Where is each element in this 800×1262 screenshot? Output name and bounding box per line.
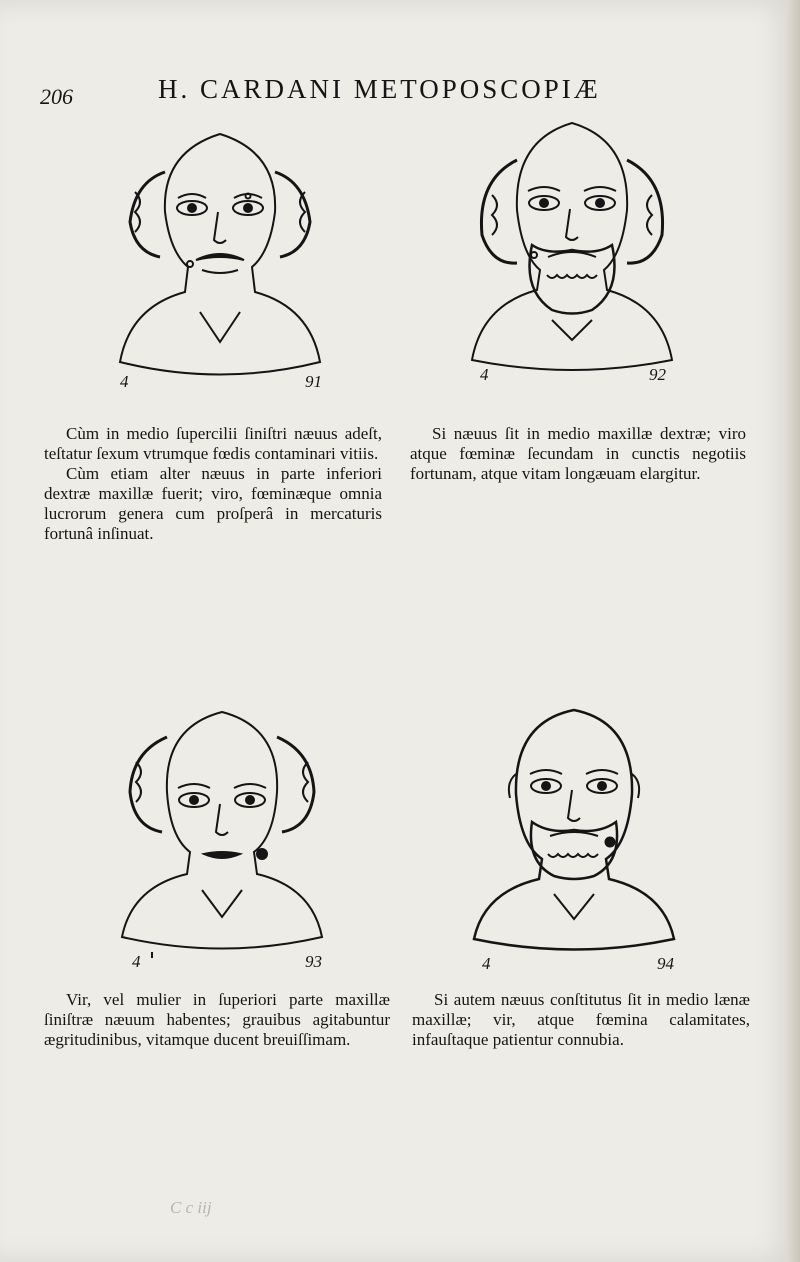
portrait-bald-man-short-beard	[464, 694, 684, 974]
portrait-man-curly-hair	[112, 692, 332, 972]
portrait-bald-man-mustache	[110, 112, 330, 392]
portrait-bearded-man	[462, 105, 682, 385]
figure-91	[110, 112, 330, 392]
plate-label: 4	[132, 952, 141, 971]
running-head: H. CARDANI METOPOSCOPIÆ	[158, 74, 601, 104]
page-number: 206	[40, 84, 73, 109]
plate-label: 4	[482, 954, 491, 973]
page-edge-shadow	[786, 0, 800, 1262]
figure-number: 92	[649, 365, 666, 384]
catchword: C c iij	[170, 1198, 212, 1217]
caption-paragraph: Cùm in medio ſupercilii ſiniſtri næuus adeſt, teſtatur ſexum vtrumque fœdis contaminari vitiis.	[44, 424, 382, 463]
figure-92	[462, 105, 682, 385]
caption-paragraph: Si næuus ſit in medio maxillæ dextræ; viro atque fœminæ ſecundam in cunctis negotiis fortunam, atque vitam longæuam elargitur.	[410, 424, 746, 483]
figure-93	[112, 692, 332, 972]
plate-label: 4	[120, 372, 129, 391]
caption-paragraph: Vir, vel mulier in ſuperiori parte maxillæ ſiniſtræ næuum habentes; grauibus agitabuntur ægritudinibus, vitamque ducent breuiſſimam.	[44, 990, 390, 1049]
caption-91	[44, 424, 382, 544]
figure-94	[464, 694, 684, 974]
figure-number: 93	[305, 952, 322, 971]
caption-paragraph: Cùm etiam alter næuus in parte inferiori dextræ maxillæ fuerit; viro, fœminæque omnia lucrorum genera cum proſperâ in mercaturis fortunâ inſinuat.	[44, 464, 382, 543]
figure-number: 94	[657, 954, 674, 973]
caption-93	[44, 990, 390, 1050]
plate-label: 4	[480, 365, 489, 384]
figure-number: 91	[305, 372, 322, 391]
caption-94	[412, 990, 750, 1050]
caption-92	[410, 424, 746, 484]
caption-paragraph: Si autem næuus conſtitutus ſit in medio lænæ maxillæ; vir, atque fœmina calamitates, infauſtaque patientur connubia.	[412, 990, 750, 1049]
